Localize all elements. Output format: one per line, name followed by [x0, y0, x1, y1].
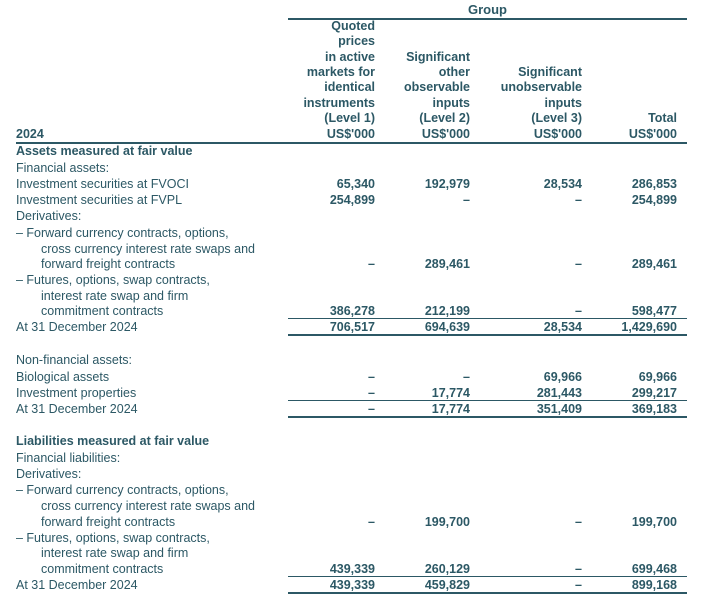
- row-label: forward freight contracts: [41, 515, 176, 529]
- table-row: [0, 385, 720, 401]
- level2-value: –: [463, 370, 470, 384]
- total-value: 699,468: [631, 562, 677, 576]
- table-row: [0, 498, 720, 514]
- level2-value: 289,461: [424, 257, 470, 271]
- column-header-level2: Significant other observable inputs (Level 2) US$'000: [403, 49, 470, 141]
- row-label: Investment securities at FVPL: [16, 193, 183, 207]
- table-row: [0, 545, 720, 561]
- level3-value: 28,534: [543, 177, 582, 191]
- level3-value: –: [575, 257, 582, 271]
- level3-value: 69,966: [543, 370, 582, 384]
- level1-value: 706,517: [329, 320, 375, 334]
- level1-value: –: [368, 515, 375, 529]
- level1-value: –: [368, 370, 375, 384]
- level3-value: 28,534: [543, 320, 582, 334]
- row-label: – Futures, options, swap contracts,: [16, 531, 210, 545]
- row-label: Investment properties: [16, 386, 137, 400]
- subtotal-rule: [288, 576, 687, 577]
- table-row: [0, 208, 720, 224]
- row-label: Investment securities at FVOCI: [16, 177, 189, 191]
- table-row: [0, 143, 720, 159]
- row-label: cross currency interest rate swaps and: [41, 499, 255, 513]
- table-row: [0, 482, 720, 498]
- row-label: – Forward currency contracts, options,: [16, 483, 229, 497]
- level2-value: 17,774: [431, 386, 470, 400]
- table-row: [0, 319, 720, 335]
- level1-value: 439,339: [329, 562, 375, 576]
- row-label: – Forward currency contracts, options,: [16, 226, 229, 240]
- row-label: interest rate swap and firm: [41, 289, 189, 303]
- table-row: [0, 303, 720, 319]
- level2-value: 694,639: [424, 320, 470, 334]
- row-label: At 31 December 2024: [16, 578, 138, 592]
- total-rule: [288, 416, 687, 418]
- total-value: 289,461: [631, 257, 677, 271]
- column-header-level1: Quoted prices in active markets for identical instruments (Level 1) US$'000: [303, 18, 375, 141]
- table-row: [0, 577, 720, 593]
- table-row: [0, 530, 720, 546]
- table-row: [0, 288, 720, 304]
- level3-value: –: [575, 562, 582, 576]
- column-header-total: Total US$'000: [628, 111, 677, 141]
- table-row: [0, 256, 720, 272]
- level2-value: 212,199: [424, 304, 470, 318]
- row-label: Financial liabilities:: [16, 451, 121, 465]
- table-row: [0, 352, 720, 368]
- total-value: 69,966: [638, 370, 677, 384]
- total-value: 899,168: [631, 578, 677, 592]
- level1-value: –: [368, 402, 375, 416]
- table-row: [0, 561, 720, 577]
- row-label: – Futures, options, swap contracts,: [16, 273, 210, 287]
- table-row: [0, 466, 720, 482]
- row-label: Non-financial assets:: [16, 353, 133, 367]
- row-label: commitment contracts: [41, 304, 164, 318]
- row-label: Derivatives:: [16, 467, 82, 481]
- level2-value: 260,129: [424, 562, 470, 576]
- group-header: Group: [468, 2, 507, 17]
- level2-value: 192,979: [424, 177, 470, 191]
- level1-value: 386,278: [329, 304, 375, 318]
- subtotal-rule: [288, 400, 687, 401]
- table-row: [0, 450, 720, 466]
- level2-value: 459,829: [424, 578, 470, 592]
- total-rule: [288, 334, 687, 336]
- level3-value: –: [575, 304, 582, 318]
- table-row: [0, 176, 720, 192]
- row-label: Assets measured at fair value: [16, 144, 193, 158]
- total-value: 299,217: [631, 386, 677, 400]
- level3-value: –: [575, 515, 582, 529]
- table-row: [0, 401, 720, 417]
- table-row: [0, 272, 720, 288]
- level2-value: 17,774: [431, 402, 470, 416]
- total-value: 1,429,690: [621, 320, 677, 334]
- level1-value: 254,899: [329, 193, 375, 207]
- row-label: Biological assets: [16, 370, 110, 384]
- table-row: [0, 192, 720, 208]
- level3-value: 351,409: [536, 402, 582, 416]
- row-label: commitment contracts: [41, 562, 164, 576]
- total-value: 199,700: [631, 515, 677, 529]
- level1-value: 439,339: [329, 578, 375, 592]
- level3-value: 281,443: [536, 386, 582, 400]
- level2-value: –: [463, 193, 470, 207]
- level1-value: –: [368, 386, 375, 400]
- total-value: 369,183: [631, 402, 677, 416]
- total-value: 286,853: [631, 177, 677, 191]
- table-row: [0, 241, 720, 257]
- row-label: interest rate swap and firm: [41, 546, 189, 560]
- level3-value: –: [575, 578, 582, 592]
- total-value: 598,477: [631, 304, 677, 318]
- row-label: Financial assets:: [16, 161, 110, 175]
- row-label: Derivatives:: [16, 209, 82, 223]
- level1-value: 65,340: [336, 177, 375, 191]
- row-label: Liabilities measured at fair value: [16, 434, 210, 448]
- table-row: [0, 225, 720, 241]
- row-label: At 31 December 2024: [16, 320, 138, 334]
- row-label: forward freight contracts: [41, 257, 176, 271]
- row-label: cross currency interest rate swaps and: [41, 242, 255, 256]
- total-value: 254,899: [631, 193, 677, 207]
- table-row: [0, 160, 720, 176]
- total-rule: [288, 592, 687, 594]
- level2-value: 199,700: [424, 515, 470, 529]
- row-label: At 31 December 2024: [16, 402, 138, 416]
- level3-value: –: [575, 193, 582, 207]
- year-label: 2024: [16, 127, 44, 141]
- column-header-level3: Significant unobservable inputs (Level 3) US$'000: [500, 64, 582, 141]
- table-row: [0, 433, 720, 449]
- subtotal-rule: [288, 318, 687, 319]
- table-row: [0, 369, 720, 385]
- level1-value: –: [368, 257, 375, 271]
- table-row: [0, 514, 720, 530]
